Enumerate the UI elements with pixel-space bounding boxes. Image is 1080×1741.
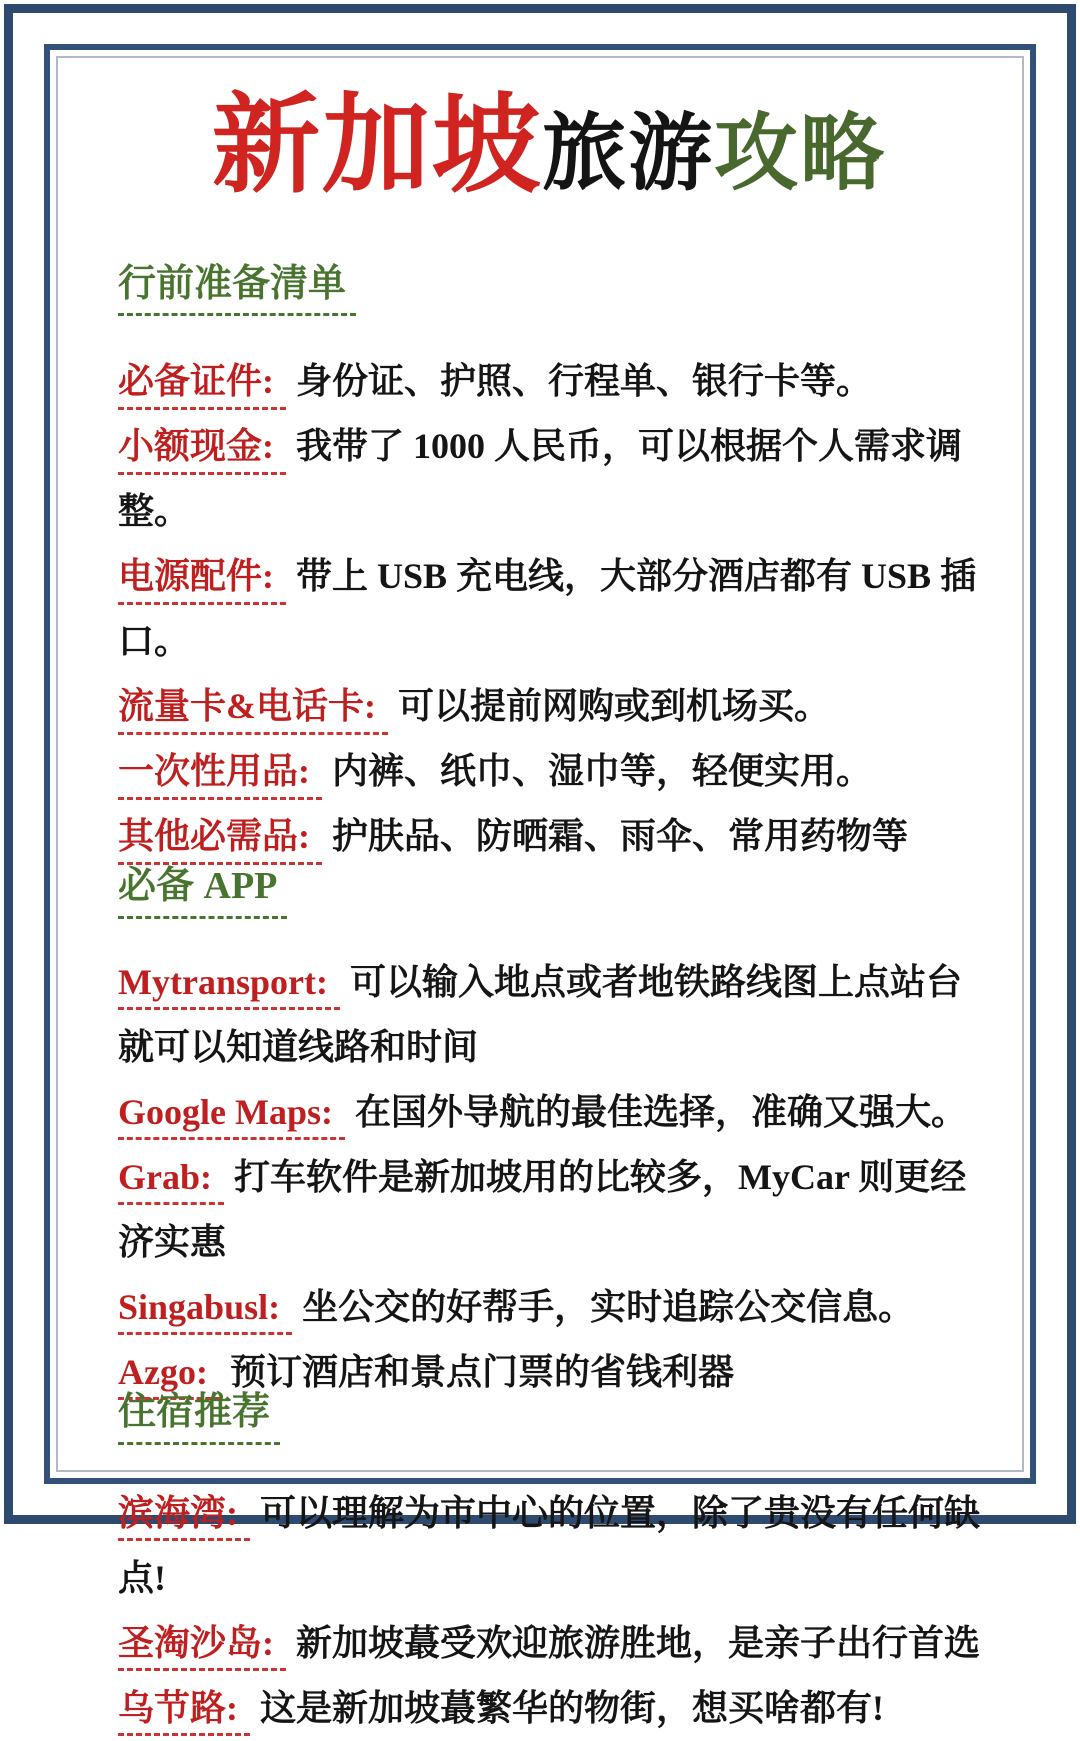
app-item	[118, 950, 980, 1080]
checklist-item	[118, 414, 980, 544]
title-guide: 攻略	[714, 104, 887, 202]
item-text: 这是新加坡蕞繁华的物街，想买啥都有!	[260, 1687, 884, 1728]
item-label: 滨海湾:	[118, 1492, 250, 1541]
checklist-item	[118, 349, 980, 414]
page-title	[118, 83, 980, 208]
checklist-item	[118, 804, 980, 869]
section-essential-apps	[118, 865, 980, 1405]
item-text: 内裤、纸巾、湿巾等，轻便实用。	[332, 751, 873, 792]
item-text: 我带了 1000 人民币，可以根据个人需求调整。	[118, 426, 963, 532]
section-pretrip-checklist	[118, 263, 980, 870]
title-travel: 旅游	[541, 104, 714, 202]
checklist-item	[118, 739, 980, 804]
app-item	[118, 1145, 980, 1275]
item-label: Azgo:	[118, 1351, 220, 1400]
item-text: 打车软件是新加坡用的比较多，MyCar 则更经济实惠	[118, 1157, 967, 1262]
item-text: 新加坡蕞受欢迎旅游胜地，是亲子出行首选	[296, 1622, 981, 1663]
item-label: Google Maps:	[118, 1091, 345, 1140]
item-label: 乌节路:	[118, 1687, 250, 1736]
item-label: 圣淘沙岛:	[118, 1622, 286, 1671]
accommodation-item	[118, 1611, 980, 1676]
item-label: Singabusl:	[118, 1286, 292, 1335]
checklist-item	[118, 544, 980, 674]
app-item	[118, 1275, 980, 1340]
item-text: 带上 USB 充电线，大部分酒店都有 USB 插口。	[118, 556, 977, 662]
section-heading-text: 住宿推荐	[118, 1391, 280, 1445]
checklist-item	[118, 674, 980, 739]
accommodation-item	[118, 1481, 980, 1611]
item-text: 身份证、护照、行程单、银行卡等。	[296, 361, 873, 402]
item-label: Grab:	[118, 1156, 224, 1205]
section-heading-text: 行前准备清单	[118, 263, 356, 317]
section-heading	[118, 263, 980, 317]
section-heading	[118, 865, 980, 919]
title-destination: 新加坡	[211, 83, 542, 208]
item-label: 小额现金:	[118, 425, 286, 474]
item-label: 流量卡&电话卡:	[118, 685, 388, 734]
item-text: 预订酒店和景点门票的省钱利器	[229, 1352, 734, 1392]
item-label: 一次性用品:	[118, 750, 322, 799]
item-label: Mytransport:	[118, 961, 340, 1010]
item-label: 电源配件:	[118, 555, 286, 604]
accommodation-item	[118, 1676, 980, 1741]
app-item	[118, 1080, 980, 1145]
item-text: 可以提前网购或到机场买。	[397, 686, 830, 727]
item-text: 在国外导航的最佳选择，准确又强大。	[354, 1092, 967, 1132]
item-text: 可以理解为市中心的位置，除了贵没有任何缺点!	[118, 1492, 981, 1598]
guide-content	[118, 0, 980, 1741]
item-label: 必备证件:	[118, 360, 286, 409]
item-text: 护肤品、防晒霜、雨伞、常用药物等	[332, 816, 909, 857]
section-accommodation	[118, 1391, 980, 1741]
section-heading-text: 必备 APP	[118, 865, 287, 919]
item-label: 其他必需品:	[118, 815, 322, 864]
item-text: 坐公交的好帮手，实时追踪公交信息。	[302, 1287, 915, 1327]
item-text: 可以输入地点或者地铁路线图上点站台就可以知道线路和时间	[118, 962, 962, 1067]
